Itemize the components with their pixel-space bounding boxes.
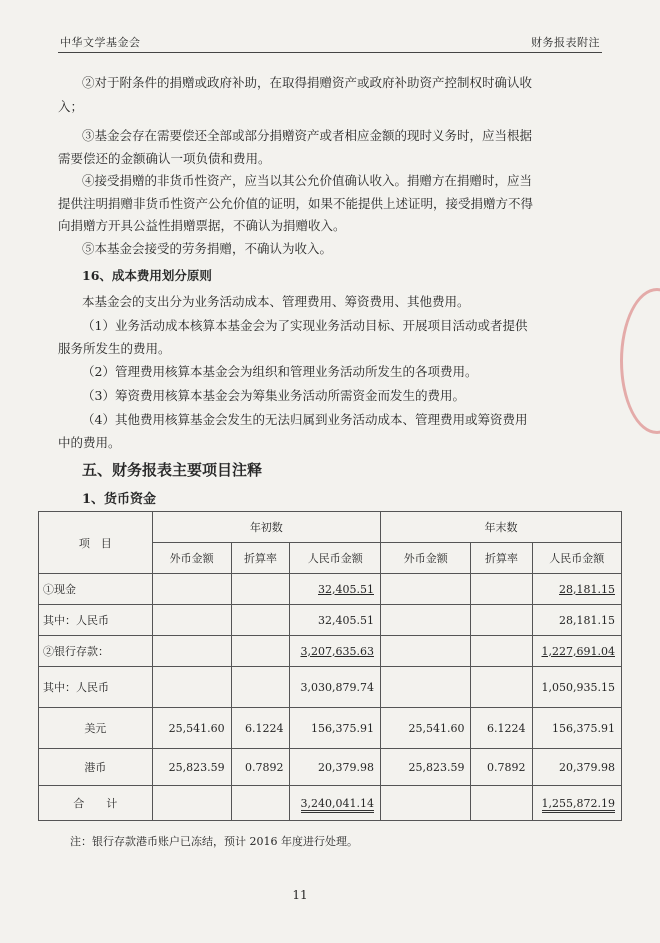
end-rate <box>471 636 532 667</box>
cash-table <box>38 511 622 821</box>
begin-foreign: 25,823.59 <box>152 749 231 786</box>
paragraph-line: 中的费用。 <box>58 435 121 450</box>
table-row <box>39 667 622 708</box>
subheader-foreign: 外币金额 <box>380 543 471 574</box>
end-rmb: 1,227,691.04 <box>541 644 615 658</box>
begin-rate: 6.1224 <box>231 708 290 749</box>
paragraph-line: ③基金会存在需要偿还全部或部分捐赠资产或者相应金额的现时义务时，应当根据 <box>82 128 533 143</box>
header-section-name: 财务报表附注 <box>531 36 600 49</box>
end-foreign <box>380 605 471 636</box>
paragraph-line: （4）其他费用核算基金会发生的无法归属到业务活动成本、管理费用或筹资费用 <box>82 412 528 427</box>
row-label: ②银行存款： <box>39 636 153 667</box>
col-header-item: 项 目 <box>39 512 153 574</box>
begin-rate <box>231 636 290 667</box>
end-rmb: 1,050,935.15 <box>532 667 621 708</box>
end-rate <box>471 605 532 636</box>
end-rate <box>471 667 532 708</box>
col-header-end: 年末数 <box>380 512 621 543</box>
end-foreign <box>380 636 471 667</box>
begin-rmb: 20,379.98 <box>290 749 381 786</box>
end-rmb: 156,375.91 <box>532 708 621 749</box>
begin-foreign: 25,541.60 <box>152 708 231 749</box>
subheader-rate: 折算率 <box>231 543 290 574</box>
table-row <box>39 749 622 786</box>
row-label: 其中：人民币 <box>39 605 153 636</box>
section-16-heading: 16、成本费用划分原则 <box>82 268 212 283</box>
end-rmb-total: 1,255,872.19 <box>542 797 615 813</box>
end-foreign <box>380 574 471 605</box>
paragraph-line: 服务所发生的费用。 <box>58 341 171 356</box>
table-row <box>39 636 622 667</box>
header-org-name: 中华文学基金会 <box>60 36 141 49</box>
end-rate: 0.7892 <box>471 749 532 786</box>
table-header-row <box>39 512 622 543</box>
row-label: 港币 <box>39 749 153 786</box>
subheader-rmb: 人民币金额 <box>532 543 621 574</box>
end-foreign <box>380 786 471 821</box>
begin-foreign <box>152 574 231 605</box>
paragraph-line: ④接受捐赠的非货币性资产，应当以其公允价值确认收入。捐赠方在捐赠时，应当 <box>82 173 533 188</box>
paragraph-line: ⑤本基金会接受的劳务捐赠，不确认为收入。 <box>82 241 333 256</box>
end-rate <box>471 786 532 821</box>
table-note: 注：银行存款港币账户已冻结，预计 2016 年度进行处理。 <box>70 835 358 848</box>
begin-rmb: 32,405.51 <box>318 582 374 596</box>
begin-rate <box>231 605 290 636</box>
end-foreign: 25,823.59 <box>380 749 471 786</box>
table-row <box>39 605 622 636</box>
begin-foreign <box>152 605 231 636</box>
paragraph-line: ②对于附条件的捐赠或政府补助，在取得捐赠资产或政府补助资产控制权时确认收 <box>82 75 533 90</box>
begin-rate <box>231 667 290 708</box>
row-label: 合 计 <box>39 786 153 821</box>
subheader-rate: 折算率 <box>471 543 532 574</box>
end-rmb: 28,181.15 <box>559 582 615 596</box>
end-foreign: 25,541.60 <box>380 708 471 749</box>
table-row <box>39 574 622 605</box>
row-label: 其中：人民币 <box>39 667 153 708</box>
page-number: 11 <box>292 888 308 902</box>
begin-rmb-total: 3,240,041.14 <box>301 797 374 813</box>
begin-foreign <box>152 786 231 821</box>
begin-foreign <box>152 667 231 708</box>
end-rate <box>471 574 532 605</box>
begin-foreign <box>152 636 231 667</box>
paragraph-line: （1）业务活动成本核算本基金会为了实现业务活动目标、开展项目活动或者提供 <box>82 318 528 333</box>
end-rmb: 20,379.98 <box>532 749 621 786</box>
begin-rmb: 156,375.91 <box>290 708 381 749</box>
paragraph-line: 需要偿还的金额确认一项负债和费用。 <box>58 151 271 166</box>
table-row <box>39 708 622 749</box>
header-rule <box>58 52 602 53</box>
col-header-begin: 年初数 <box>152 512 380 543</box>
begin-rmb: 32,405.51 <box>290 605 381 636</box>
subheader-foreign: 外币金额 <box>152 543 231 574</box>
seal-stamp-icon <box>620 288 660 434</box>
row-label: ①现金 <box>39 574 153 605</box>
table-total-row <box>39 786 622 821</box>
section-5-heading: 五、财务报表主要项目注释 <box>82 461 263 479</box>
begin-rate <box>231 574 290 605</box>
paragraph-line: 提供注明捐赠非货币性资产公允价值的证明，如果不能提供上述证明，接受捐赠方不得 <box>58 196 534 211</box>
paragraph-line: （3）筹资费用核算本基金会为筹集业务活动所需资金而发生的费用。 <box>82 388 465 403</box>
end-foreign <box>380 667 471 708</box>
begin-rate <box>231 786 290 821</box>
paragraph-line: （2）管理费用核算本基金会为组织和管理业务活动所发生的各项费用。 <box>82 364 478 379</box>
paragraph-line: 入； <box>58 99 84 114</box>
section-5-1-heading: 1、货币资金 <box>82 492 157 507</box>
row-label: 美元 <box>39 708 153 749</box>
paragraph-line: 向捐赠方开具公益性捐赠票据，不确认为捐赠收入。 <box>58 218 346 233</box>
begin-rate: 0.7892 <box>231 749 290 786</box>
paragraph-line: 本基金会的支出分为业务活动成本、管理费用、筹资费用、其他费用。 <box>82 294 470 309</box>
end-rate: 6.1224 <box>471 708 532 749</box>
subheader-rmb: 人民币金额 <box>290 543 381 574</box>
begin-rmb: 3,207,635.63 <box>300 644 374 658</box>
begin-rmb: 3,030,879.74 <box>290 667 381 708</box>
end-rmb: 28,181.15 <box>532 605 621 636</box>
